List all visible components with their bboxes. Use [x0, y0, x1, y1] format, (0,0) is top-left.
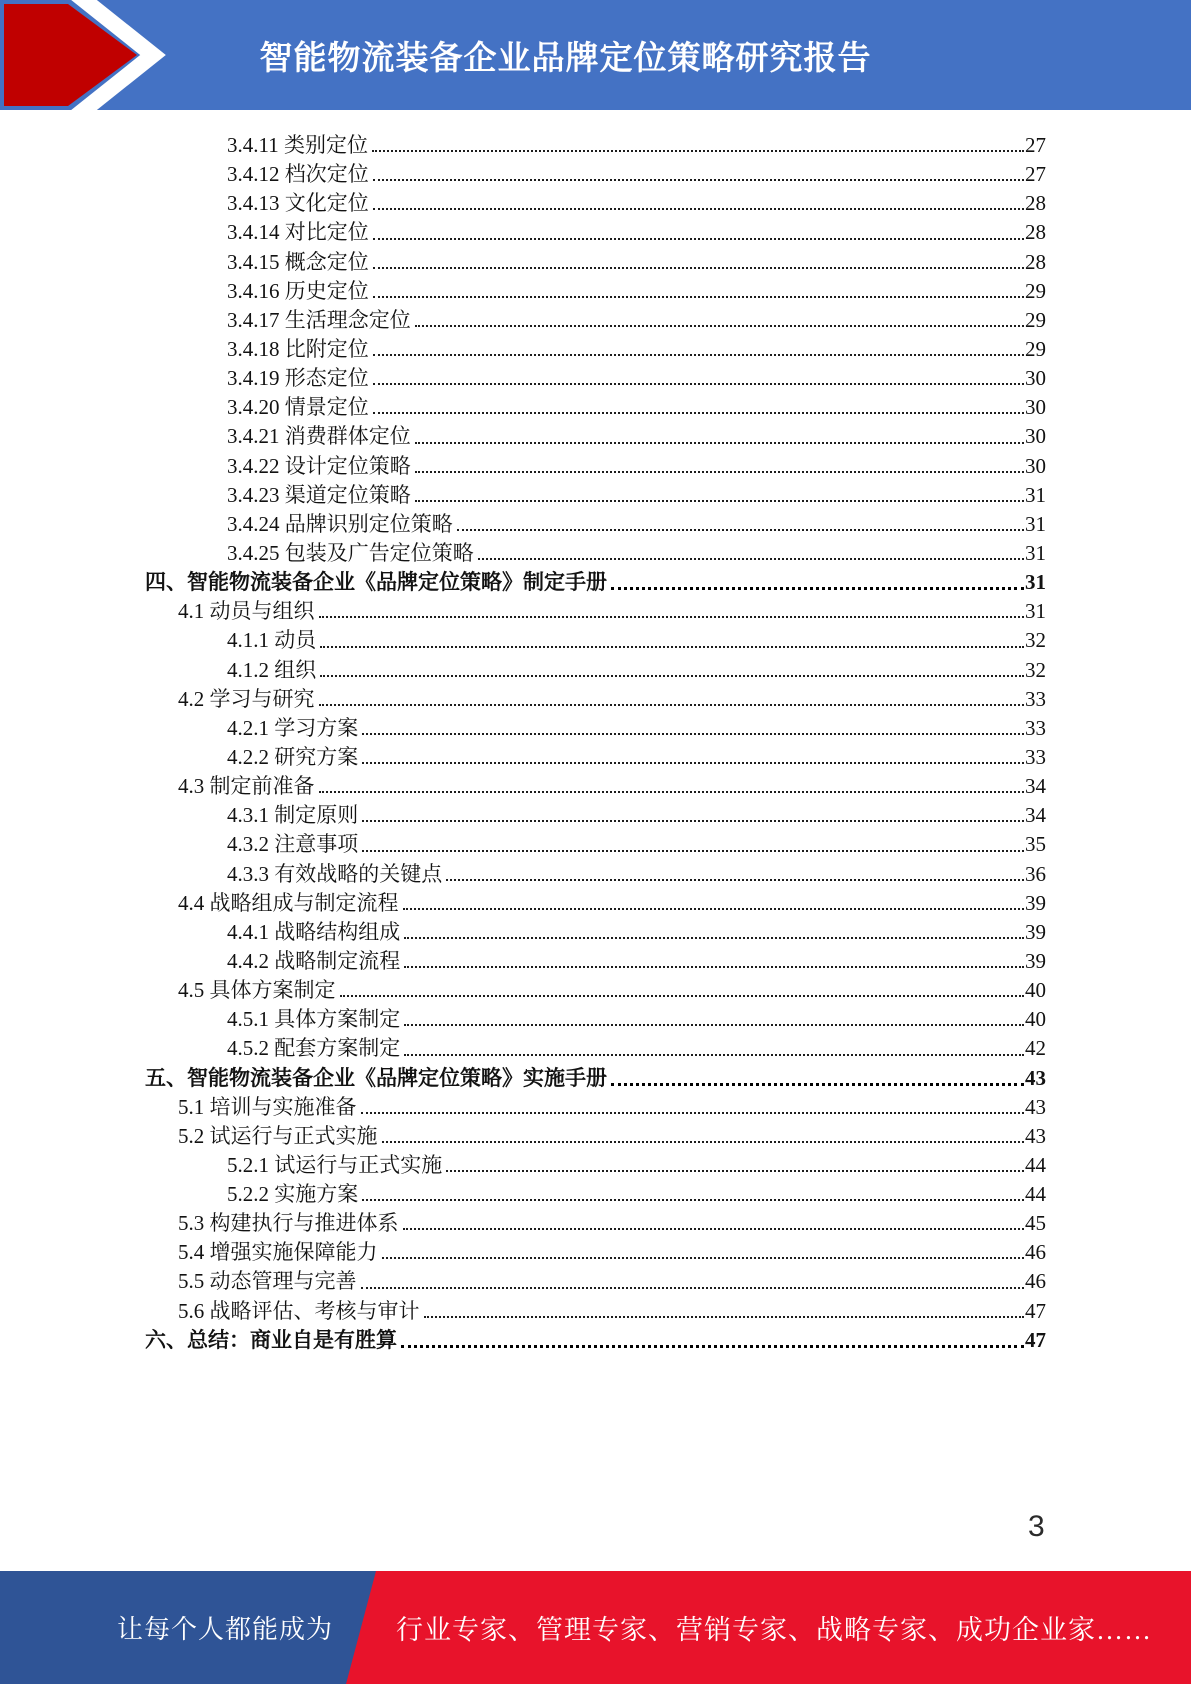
page-number: 3	[1028, 1510, 1045, 1543]
dot-leader	[361, 1112, 1025, 1114]
toc-entry-label: 4.3 制定前准备	[178, 774, 315, 799]
toc-entry-label: 3.4.23 渠道定位策略	[227, 482, 411, 507]
dot-leader	[362, 762, 1024, 764]
toc-entry-label: 4.4 战略组成与制定流程	[178, 890, 399, 915]
toc-entry-page-number: 30	[1025, 424, 1046, 449]
toc-entry	[145, 1236, 1046, 1265]
dot-leader	[373, 296, 1024, 298]
toc-entry-page-number: 36	[1025, 861, 1046, 886]
dot-leader	[404, 1024, 1024, 1026]
toc-entry	[145, 858, 1046, 887]
toc-entry-label: 四、智能物流装备企业《品牌定位策略》制定手册	[145, 570, 607, 595]
dot-leader	[401, 1345, 1024, 1348]
toc-entry-page-number: 45	[1025, 1211, 1046, 1236]
toc-entry	[145, 450, 1046, 479]
toc-entry-page-number: 28	[1025, 220, 1046, 245]
toc-entry	[145, 654, 1046, 683]
toc-entry-label: 3.4.11 类别定位	[227, 133, 368, 157]
toc-entry-page-number: 33	[1025, 744, 1046, 769]
toc-entry-page-number: 43	[1025, 1065, 1046, 1090]
toc-entry-label: 4.3.1 制定原则	[227, 803, 359, 828]
dot-leader	[415, 500, 1024, 502]
toc-entry-page-number: 43	[1025, 1094, 1046, 1119]
dot-leader	[362, 820, 1024, 822]
dot-leader	[361, 1287, 1025, 1289]
toc-entry-label: 3.4.13 文化定位	[227, 191, 369, 216]
toc-entry-page-number: 33	[1025, 715, 1046, 740]
toc-entry	[145, 566, 1046, 595]
toc-entry-label: 5.5 动态管理与完善	[178, 1269, 357, 1294]
toc-entry-page-number: 39	[1025, 890, 1046, 915]
dot-leader	[373, 208, 1024, 210]
dot-leader	[373, 412, 1024, 414]
dot-leader	[404, 1054, 1024, 1056]
toc-entry	[145, 1295, 1046, 1324]
toc-entry-label: 4.3.2 注意事项	[227, 832, 359, 857]
toc-entry-label: 5.2.2 实施方案	[227, 1182, 359, 1207]
toc-entry-label: 3.4.22 设计定位策略	[227, 453, 411, 478]
dot-leader	[372, 150, 1024, 152]
chevron-right-icon	[0, 0, 170, 110]
dot-leader	[319, 616, 1025, 618]
toc-entry-page-number: 40	[1025, 978, 1046, 1003]
header-band	[0, 0, 1191, 110]
toc-entry	[145, 887, 1046, 916]
dot-leader	[340, 995, 1025, 997]
toc-entry	[145, 1207, 1046, 1236]
dot-leader	[611, 1083, 1024, 1086]
toc-entry	[145, 799, 1046, 828]
toc-entry-label: 3.4.19 形态定位	[227, 366, 369, 391]
toc-entry-label: 3.4.14 对比定位	[227, 220, 369, 245]
toc-entry-label: 3.4.18 比附定位	[227, 336, 369, 361]
toc-entry-label: 4.3.3 有效战略的关键点	[227, 861, 443, 886]
toc-entry	[145, 129, 1046, 158]
toc-entry-page-number: 31	[1025, 482, 1046, 507]
dot-leader	[403, 908, 1025, 910]
dot-leader	[382, 1257, 1025, 1259]
toc-entry	[145, 624, 1046, 653]
toc-entry-label: 4.4.2 战略制定流程	[227, 948, 401, 973]
footer-band	[0, 1571, 1191, 1684]
toc-entry	[145, 216, 1046, 245]
dot-leader	[362, 850, 1024, 852]
toc-entry-label: 3.4.12 档次定位	[227, 162, 369, 187]
dot-leader	[373, 179, 1024, 181]
dot-leader	[373, 383, 1024, 385]
toc-entry-page-number: 44	[1025, 1152, 1046, 1177]
toc-entry-page-number: 33	[1025, 686, 1046, 711]
dot-leader	[362, 733, 1024, 735]
toc-entry-label: 3.4.20 情景定位	[227, 395, 369, 420]
toc-entry-page-number: 43	[1025, 1123, 1046, 1148]
toc-entry-label: 4.1.2 组织	[227, 657, 317, 682]
toc-entry-label: 3.4.16 历史定位	[227, 278, 369, 303]
toc-entry-page-number: 29	[1025, 307, 1046, 332]
toc-entry-label: 4.4.1 战略结构组成	[227, 919, 401, 944]
toc-entry-page-number: 31	[1025, 599, 1046, 624]
toc-entry-label: 5.2 试运行与正式实施	[178, 1123, 378, 1148]
toc-entry	[145, 1032, 1046, 1061]
toc-entry-label: 4.1 动员与组织	[178, 599, 315, 624]
dot-leader	[382, 1141, 1025, 1143]
toc-entry-label: 六、总结：商业自是有胜算	[145, 1327, 397, 1352]
footer-slogan-left: 让每个人都能成为	[116, 1615, 333, 1644]
toc-entry-label: 3.4.25 包装及广告定位策略	[227, 540, 474, 565]
toc-entry	[145, 1149, 1046, 1178]
toc-entry	[145, 508, 1046, 537]
toc-entry-label: 4.5.2 配套方案制定	[227, 1036, 401, 1061]
toc-entry-label: 4.1.1 动员	[227, 628, 317, 653]
toc-entry-page-number: 40	[1025, 1007, 1046, 1032]
toc-entry-page-number: 42	[1025, 1036, 1046, 1061]
toc-entry	[145, 362, 1046, 391]
toc-entry-page-number: 39	[1025, 919, 1046, 944]
toc-entry	[145, 479, 1046, 508]
dot-leader	[373, 267, 1024, 269]
dot-leader	[446, 879, 1024, 881]
toc-entry	[145, 420, 1046, 449]
toc-entry-label: 4.5 具体方案制定	[178, 978, 336, 1003]
toc-entry-page-number: 47	[1025, 1298, 1046, 1323]
dot-leader	[424, 1316, 1025, 1318]
toc-entry-label: 3.4.21 消费群体定位	[227, 424, 411, 449]
toc-entry-page-number: 30	[1025, 453, 1046, 478]
toc-entry	[145, 712, 1046, 741]
dot-leader	[457, 529, 1024, 531]
toc-entry-page-number: 34	[1025, 774, 1046, 799]
toc-entry-label: 5.3 构建执行与推进体系	[178, 1211, 399, 1236]
toc-entry	[145, 158, 1046, 187]
toc-entry-label: 五、智能物流装备企业《品牌定位策略》实施手册	[145, 1065, 607, 1090]
toc-entry-label: 3.4.17 生活理念定位	[227, 307, 411, 332]
toc-entry-label: 4.2 学习与研究	[178, 686, 315, 711]
toc-entry	[145, 595, 1046, 624]
dot-leader	[362, 1199, 1024, 1201]
toc-entry-page-number: 27	[1025, 133, 1046, 157]
toc-entry-page-number: 30	[1025, 395, 1046, 420]
toc-entry-page-number: 39	[1025, 948, 1046, 973]
toc-entry	[145, 683, 1046, 712]
toc-entry-page-number: 29	[1025, 278, 1046, 303]
toc-entry	[145, 187, 1046, 216]
toc-entry	[145, 770, 1046, 799]
toc-entry	[145, 1324, 1046, 1353]
toc-entry	[145, 945, 1046, 974]
toc-entry-label: 4.5.1 具体方案制定	[227, 1007, 401, 1032]
toc-entry-label: 5.2.1 试运行与正式实施	[227, 1152, 443, 1177]
toc-entry-page-number: 32	[1025, 657, 1046, 682]
toc-entry-page-number: 46	[1025, 1269, 1046, 1294]
toc-entry-label: 5.6 战略评估、考核与审计	[178, 1298, 420, 1323]
toc-entry-page-number: 46	[1025, 1240, 1046, 1265]
dot-leader	[415, 325, 1024, 327]
toc-entry-page-number: 29	[1025, 336, 1046, 361]
toc-entry-page-number: 28	[1025, 249, 1046, 274]
dot-leader	[446, 1170, 1024, 1172]
report-title: 智能物流装备企业品牌定位策略研究报告	[259, 38, 872, 76]
dot-leader	[415, 471, 1024, 473]
toc-entry-page-number: 27	[1025, 162, 1046, 187]
toc-entry-page-number: 32	[1025, 628, 1046, 653]
toc-entry	[145, 916, 1046, 945]
toc-entry-label: 5.1 培训与实施准备	[178, 1094, 357, 1119]
dot-leader	[478, 558, 1024, 560]
toc-entry	[145, 1003, 1046, 1032]
toc-entry	[145, 974, 1046, 1003]
toc-entry-page-number: 31	[1025, 511, 1046, 536]
dot-leader	[319, 791, 1025, 793]
toc-entry-page-number: 31	[1025, 570, 1046, 595]
dot-leader	[403, 1228, 1025, 1230]
dot-leader	[611, 587, 1024, 590]
toc-entry	[145, 246, 1046, 275]
footer-slogan-right: 行业专家、管理专家、营销专家、战略专家、成功企业家……	[396, 1615, 1152, 1645]
dot-leader	[415, 442, 1024, 444]
toc-entry	[145, 1178, 1046, 1207]
dot-leader	[320, 675, 1024, 677]
table-of-contents	[145, 129, 1046, 1353]
toc-entry-page-number: 44	[1025, 1182, 1046, 1207]
toc-entry	[145, 333, 1046, 362]
toc-entry	[145, 1265, 1046, 1294]
dot-leader	[373, 238, 1024, 240]
toc-entry-label: 5.4 增强实施保障能力	[178, 1240, 378, 1265]
toc-entry-label: 4.2.2 研究方案	[227, 744, 359, 769]
toc-entry	[145, 391, 1046, 420]
dot-leader	[404, 966, 1024, 968]
toc-entry	[145, 1062, 1046, 1091]
toc-entry	[145, 828, 1046, 857]
dot-leader	[404, 937, 1024, 939]
toc-entry-page-number: 34	[1025, 803, 1046, 828]
toc-entry	[145, 1120, 1046, 1149]
dot-leader	[319, 704, 1025, 706]
toc-entry	[145, 304, 1046, 333]
toc-entry-label: 3.4.24 品牌识别定位策略	[227, 511, 453, 536]
toc-entry-page-number: 30	[1025, 366, 1046, 391]
toc-entry	[145, 1091, 1046, 1120]
dot-leader	[373, 354, 1024, 356]
toc-entry	[145, 741, 1046, 770]
toc-entry-page-number: 35	[1025, 832, 1046, 857]
toc-entry	[145, 537, 1046, 566]
toc-entry-label: 3.4.15 概念定位	[227, 249, 369, 274]
toc-entry-page-number: 31	[1025, 540, 1046, 565]
toc-entry-page-number: 47	[1025, 1327, 1046, 1352]
toc-entry-page-number: 28	[1025, 191, 1046, 216]
dot-leader	[320, 646, 1024, 648]
toc-entry	[145, 275, 1046, 304]
toc-entry-label: 4.2.1 学习方案	[227, 715, 359, 740]
